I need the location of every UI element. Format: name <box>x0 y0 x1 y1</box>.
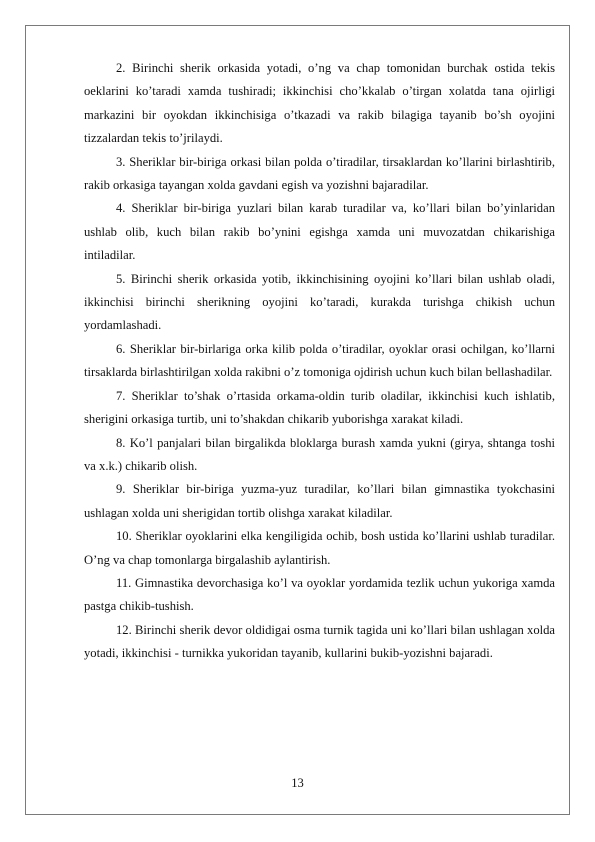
paragraph-4: 4. Sheriklar bir-biriga yuzlari bilan karab turadilar va, ko’llari bilan bo’yinlaridan ushlab olib, kuch bilan rakib bo’ynini egishga xamda uni muvozatdan chikarishiga intiladilar. <box>84 201 555 263</box>
paragraph-8: 8. Ko’l panjalari bilan birgalikda bloklarga burash xamda yukni (girya, shtanga toshi va x.k.) chikarib olish. <box>84 435 555 473</box>
paragraph-12: 12. Birinchi sherik devor oldidigai osma turnik tagida uni ko’llari bilan ushlagan xolda yotadi, ikkinchisi - turnikka yukoridan tayanib, kullarini bukib-yozishni bajaradi. <box>84 622 555 661</box>
paragraph-7: 7. Sheriklar to’shak o’rtasida orkama-oldin turib oladilar, ikkinchisi kuch ishlatib, sherigini orkasiga turtib, uni to’shakdan chikarib yuborishga xarakat kiladi. <box>84 388 555 427</box>
paragraph-9: 9. Sheriklar bir-biriga yuzma-yuz turadilar, ko’llari bilan gimnastika tyokchasini ushlagan xolda uni sherigidan tortib olishga xarakat kiladilar. <box>84 482 555 520</box>
paragraph-6: 6. Sheriklar bir-birlariga orka kilib polda o’tiradilar, oyoklar orasi ochilgan, ko’llarni tirsaklarda birlashtirilgan xolda rakibni o’z tomoniga ojdirish uchun kuch bilan bellashadilar. <box>84 341 555 380</box>
paragraph-11: 11. Gimnastika devorchasiga ko’l va oyoklar yordamida tezlik uchun yukoriga xamda pastga chikib-tushish. <box>84 575 555 614</box>
paragraph-3: 3. Sheriklar bir-biriga orkasi bilan polda o’tiradilar, tirsaklardan ko’llarini birlashtirib, rakib orkasiga tayangan xolda gavdani egish va yozishni bajaradilar. <box>84 154 555 193</box>
page-number: 13 <box>291 776 304 790</box>
document-body <box>84 57 555 666</box>
paragraph-5: 5. Birinchi sherik orkasida yotib, ikkinchisining oyojini ko’llari bilan ushlab oladi, ikkinchisi birinchi sherikning oyojini ko’taradi, kurakda turishga chikish uchun yordamlashadi. <box>84 271 555 333</box>
paragraph-10: 10. Sheriklar oyoklarini elka kengiligida ochib, bosh ustida ko’llarini ushlab turadilar. O’ng va chap tomonlarga birgalashib aylantirish. <box>84 529 555 567</box>
paragraph-2: 2. Birinchi sherik orkasida yotadi, o’ng va chap tomonidan burchak ostida tekis oeklarini ko’taradi xamda tushiradi; ikkinchisi cho’kkalab o’tirgan xolatda tana ojirligi markazini bir oyokdan ikkinchisiga o’tkazadi va rakib bilagiga tayanib bo’sh oyojini tizzalardan tekis to’jrilaydi. <box>84 61 555 146</box>
